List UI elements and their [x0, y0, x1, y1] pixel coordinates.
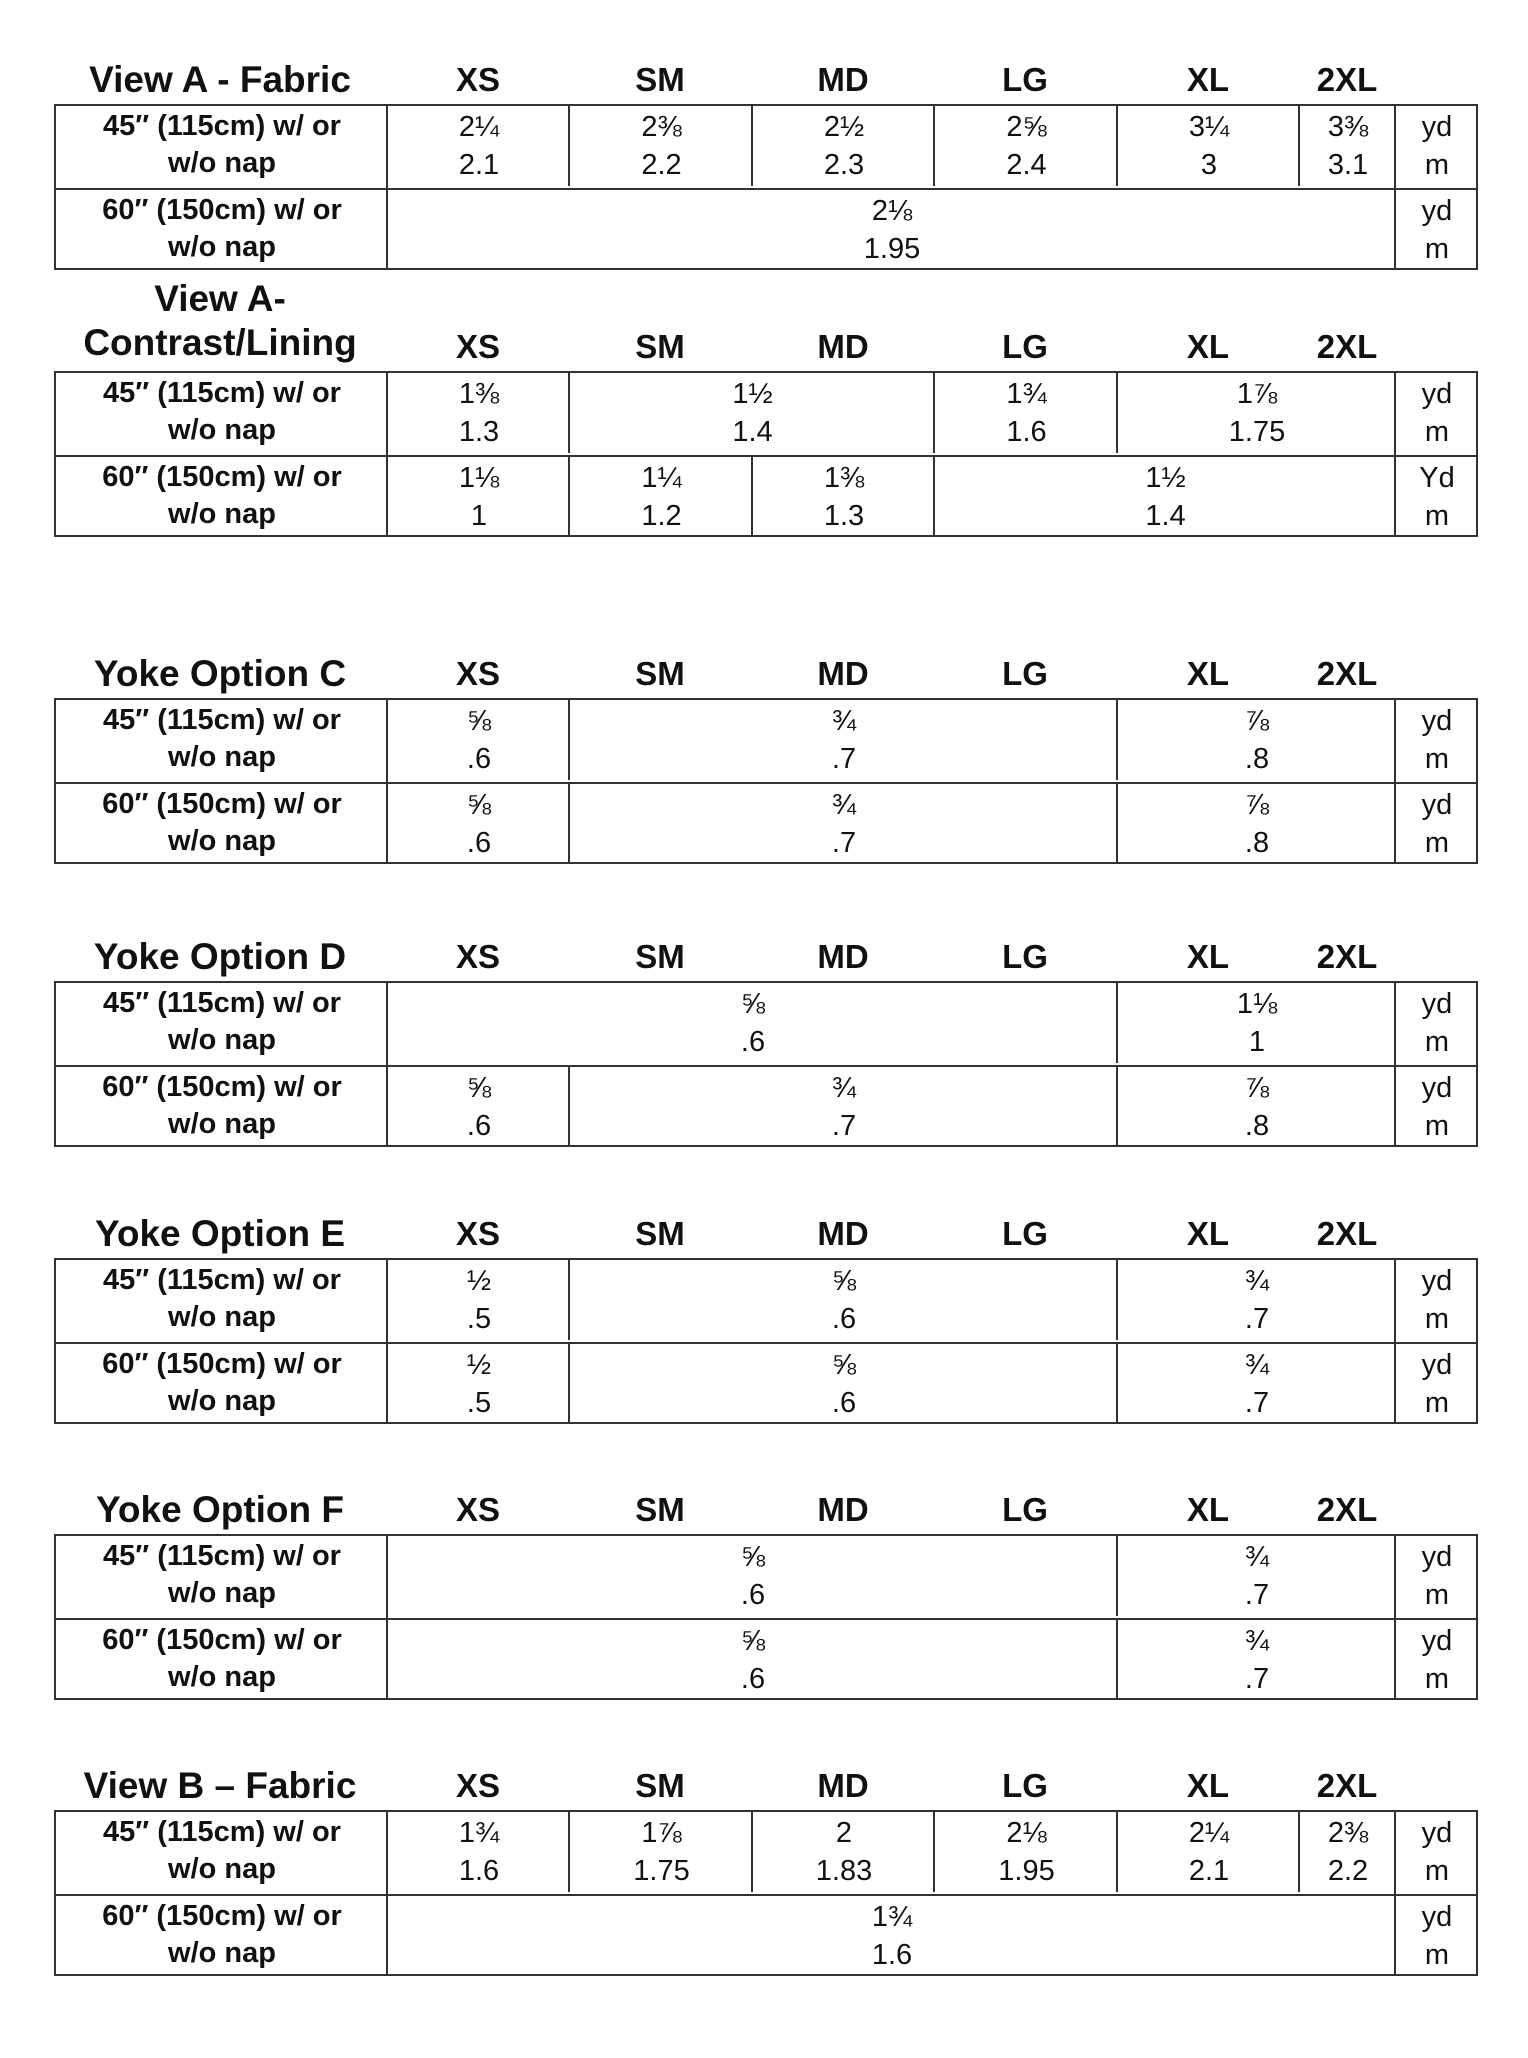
size-header-xl: XL: [1186, 328, 1230, 365]
size-header-2xl: 2XL: [1316, 1767, 1378, 1804]
yardage-cell: [388, 1898, 1396, 1974]
row-label-line: 60″ (150cm) w/ or: [102, 461, 342, 493]
yardage-yd-value: 1⅛: [1236, 988, 1278, 1020]
yardage-cell: [570, 1814, 753, 1890]
yardage-cell: [935, 108, 1118, 184]
row-divider: [56, 1342, 1476, 1344]
yardage-cell: [1118, 108, 1300, 184]
unit-labels: [1396, 108, 1478, 184]
unit-labels: [1396, 1069, 1478, 1145]
yardage-yd-value: 2⅝: [1006, 111, 1047, 143]
section-title-line: View A-: [154, 278, 286, 319]
yardage-cell: [753, 1814, 935, 1890]
yardage-m-value: .7: [1244, 1303, 1270, 1335]
yardage-cell: [1118, 702, 1396, 778]
yardage-m-value: .7: [831, 1110, 857, 1142]
yardage-yd-value: ⅞: [1244, 705, 1270, 737]
unit-yard: yd: [1421, 1349, 1453, 1381]
yardage-yd-value: ½: [466, 1349, 492, 1381]
yardage-table: [54, 1534, 1478, 1700]
yardage-m-value: 1.6: [871, 1939, 913, 1971]
size-header-md: MD: [817, 328, 869, 365]
yardage-yd-value: ¾: [1244, 1265, 1270, 1297]
yardage-m-value: .8: [1244, 1110, 1270, 1142]
unit-meter: m: [1424, 149, 1450, 181]
unit-labels: [1396, 1262, 1478, 1338]
yardage-m-value: .6: [831, 1303, 857, 1335]
yardage-yd-value: ⅝: [740, 1625, 766, 1657]
row-45in-label: [56, 1262, 388, 1336]
size-header-xs: XS: [455, 61, 501, 98]
yardage-yd-value: 2⅜: [641, 111, 682, 143]
unit-labels: [1396, 702, 1478, 778]
yardage-yd-value: ½: [466, 1265, 492, 1297]
yardage-yd-value: ⅝: [466, 1072, 492, 1104]
row-label-line: w/o nap: [168, 1301, 276, 1333]
row-label-line: w/o nap: [168, 1108, 276, 1140]
yardage-cell: [935, 375, 1118, 451]
yardage-yd-value: 1⅞: [1236, 378, 1278, 410]
unit-meter: m: [1424, 1387, 1450, 1419]
yardage-cell: [388, 375, 570, 451]
size-header-sm: SM: [635, 1491, 685, 1528]
yardage-cell: [388, 786, 570, 862]
size-header-2xl: 2XL: [1316, 655, 1378, 692]
row-60in-label: [56, 1622, 388, 1696]
size-header-xs: XS: [455, 328, 501, 365]
size-header-sm: SM: [635, 61, 685, 98]
size-header-sm: SM: [635, 328, 685, 365]
yardage-yd-value: ⅝: [831, 1349, 857, 1381]
yardage-m-value: 1.95: [863, 233, 921, 265]
size-header-2xl: 2XL: [1316, 328, 1378, 365]
unit-labels: [1396, 459, 1478, 535]
row-label-line: w/o nap: [168, 231, 276, 263]
row-label-line: w/o nap: [168, 414, 276, 446]
yardage-table: [54, 1258, 1478, 1424]
yardage-yd-value: ⅝: [740, 1541, 766, 1573]
unit-yard: yd: [1421, 1072, 1453, 1104]
size-header-xs: XS: [455, 1491, 501, 1528]
yardage-m-value: 3: [1200, 149, 1218, 181]
unit-meter: m: [1424, 1939, 1450, 1971]
unit-labels: [1396, 985, 1478, 1061]
size-header-sm: SM: [635, 1215, 685, 1252]
unit-meter: m: [1424, 1663, 1450, 1695]
yardage-m-value: 1.95: [998, 1855, 1055, 1887]
unit-yard: Yd: [1419, 462, 1455, 494]
yardage-m-value: .7: [1244, 1387, 1270, 1419]
unit-meter: m: [1424, 1303, 1450, 1335]
unit-labels: [1396, 1814, 1478, 1890]
yardage-cell: [753, 108, 935, 184]
yardage-cell: [1300, 108, 1396, 184]
yardage-m-value: 1.4: [1145, 500, 1186, 532]
row-divider: [56, 1065, 1476, 1067]
yardage-m-value: 3.1: [1327, 149, 1369, 181]
yardage-cell: [388, 1538, 1118, 1614]
size-header-xl: XL: [1186, 655, 1230, 692]
row-label-line: 45″ (115cm) w/ or: [103, 110, 341, 142]
yardage-yd-value: ¾: [1244, 1541, 1270, 1573]
yardage-cell: [1118, 985, 1396, 1061]
unit-meter: m: [1424, 1855, 1450, 1887]
row-60in-label: [56, 1069, 388, 1143]
yardage-table: [54, 104, 1478, 270]
row-label-line: w/o nap: [168, 1853, 276, 1885]
size-header-xl: XL: [1186, 938, 1230, 975]
unit-meter: m: [1424, 500, 1450, 532]
yardage-cell: [388, 459, 570, 535]
row-60in-label: [56, 459, 388, 533]
yardage-table: [54, 981, 1478, 1147]
row-label-line: 45″ (115cm) w/ or: [103, 1816, 341, 1848]
yardage-yd-value: ⅞: [1244, 1072, 1270, 1104]
yardage-cell: [1118, 375, 1396, 451]
yardage-m-value: 1: [1248, 1026, 1266, 1058]
section-title: View A - Fabric: [89, 59, 351, 100]
yardage-m-value: 1.2: [641, 500, 682, 532]
yardage-cell: [570, 702, 1118, 778]
row-45in-label: [56, 1538, 388, 1612]
yardage-cell: [753, 459, 935, 535]
size-header-md: MD: [817, 1767, 869, 1804]
yardage-m-value: .6: [466, 827, 492, 859]
section-title: Yoke Option F: [95, 1489, 345, 1530]
yardage-cell: [570, 459, 753, 535]
yardage-cell: [570, 1069, 1118, 1145]
yardage-m-value: 1.3: [458, 416, 500, 448]
section-title: [54, 277, 386, 365]
row-label-line: 60″ (150cm) w/ or: [102, 1624, 342, 1656]
yardage-yd-value: ⅝: [466, 789, 492, 821]
unit-labels: [1396, 786, 1478, 862]
unit-yard: yd: [1421, 378, 1453, 410]
yardage-m-value: .7: [1244, 1663, 1270, 1695]
yardage-cell: [388, 1262, 570, 1338]
unit-meter: m: [1424, 743, 1450, 775]
size-header-sm: SM: [635, 655, 685, 692]
section-title: View B – Fabric: [83, 1765, 357, 1806]
yardage-cell: [388, 1622, 1118, 1698]
row-45in-label: [56, 375, 388, 449]
yardage-m-value: 2.3: [823, 149, 865, 181]
yardage-m-value: 1.4: [732, 416, 773, 448]
unit-meter: m: [1424, 1026, 1450, 1058]
size-header-md: MD: [817, 655, 869, 692]
size-header-lg: LG: [1002, 655, 1048, 692]
row-divider: [56, 1894, 1476, 1896]
size-header-md: MD: [817, 61, 869, 98]
size-header-lg: LG: [1002, 328, 1048, 365]
yardage-cell: [570, 1346, 1118, 1422]
size-header-2xl: 2XL: [1316, 1215, 1378, 1252]
yardage-m-value: .6: [831, 1387, 857, 1419]
yardage-yd-value: 1⅛: [458, 462, 500, 494]
size-header-xl: XL: [1186, 61, 1230, 98]
row-label-line: 45″ (115cm) w/ or: [103, 377, 341, 409]
yardage-yd-value: ⅞: [1244, 789, 1270, 821]
yardage-cell: [1300, 1814, 1396, 1890]
yardage-m-value: 2.1: [1188, 1855, 1230, 1887]
size-header-xs: XS: [455, 655, 501, 692]
yardage-yd-value: 1¼: [641, 462, 682, 494]
yardage-cell: [388, 1069, 570, 1145]
yardage-m-value: 1.75: [1228, 416, 1286, 448]
size-header-xs: XS: [455, 938, 501, 975]
yardage-cell: [1118, 786, 1396, 862]
size-header-sm: SM: [635, 938, 685, 975]
row-divider: [56, 455, 1476, 457]
yardage-cell: [935, 1814, 1118, 1890]
yardage-m-value: 2.2: [641, 149, 682, 181]
yardage-cell: [1118, 1814, 1300, 1890]
size-header-sm: SM: [635, 1767, 685, 1804]
unit-yard: yd: [1421, 988, 1453, 1020]
yardage-m-value: .6: [740, 1026, 766, 1058]
yardage-yd-value: ⅝: [740, 988, 766, 1020]
yardage-m-value: .7: [831, 827, 857, 859]
yardage-yd-value: 2: [835, 1817, 853, 1849]
row-45in-label: [56, 985, 388, 1059]
row-label-line: 60″ (150cm) w/ or: [102, 1348, 342, 1380]
yardage-cell: [1118, 1069, 1396, 1145]
yardage-m-value: .6: [740, 1663, 766, 1695]
row-60in-label: [56, 1346, 388, 1420]
yardage-yd-value: ¾: [1244, 1625, 1270, 1657]
row-45in-label: [56, 1814, 388, 1888]
size-header-xs: XS: [455, 1215, 501, 1252]
yardage-cell: [1118, 1262, 1396, 1338]
yardage-yd-value: 1¾: [458, 1817, 500, 1849]
size-header-2xl: 2XL: [1316, 61, 1378, 98]
size-header-2xl: 2XL: [1316, 1491, 1378, 1528]
unit-yard: yd: [1421, 1265, 1453, 1297]
yardage-yd-value: ¾: [831, 789, 857, 821]
row-label-line: 60″ (150cm) w/ or: [102, 1900, 342, 1932]
unit-meter: m: [1424, 416, 1450, 448]
row-45in-label: [56, 702, 388, 776]
size-header-2xl: 2XL: [1316, 938, 1378, 975]
size-header-xl: XL: [1186, 1491, 1230, 1528]
yardage-cell: [388, 108, 570, 184]
row-label-line: 45″ (115cm) w/ or: [103, 1264, 341, 1296]
row-label-line: w/o nap: [168, 1661, 276, 1693]
section-title: Yoke Option D: [93, 936, 347, 977]
yardage-cell: [1118, 1346, 1396, 1422]
yardage-yd-value: 2¼: [1188, 1817, 1230, 1849]
unit-yard: yd: [1421, 1901, 1453, 1933]
section-title: Yoke Option E: [94, 1213, 346, 1254]
row-divider: [56, 188, 1476, 190]
size-header-lg: LG: [1002, 1215, 1048, 1252]
yardage-cell: [388, 192, 1396, 268]
yardage-m-value: .7: [1244, 1579, 1270, 1611]
yardage-table: [54, 1810, 1478, 1976]
yardage-cell: [1118, 1622, 1396, 1698]
yardage-yd-value: 2⅛: [1006, 1817, 1047, 1849]
yardage-m-value: 1.83: [815, 1855, 873, 1887]
yardage-m-value: 2.2: [1327, 1855, 1369, 1887]
yardage-cell: [388, 702, 570, 778]
row-label-line: w/o nap: [168, 825, 276, 857]
size-header-md: MD: [817, 1215, 869, 1252]
row-label-line: 60″ (150cm) w/ or: [102, 1071, 342, 1103]
row-60in-label: [56, 1898, 388, 1972]
size-header-lg: LG: [1002, 938, 1048, 975]
row-60in-label: [56, 192, 388, 266]
yardage-yd-value: 1⅜: [458, 378, 500, 410]
yardage-yd-value: 2½: [823, 111, 865, 143]
unit-yard: yd: [1421, 1541, 1453, 1573]
yardage-m-value: 1.75: [633, 1855, 690, 1887]
size-header-xl: XL: [1186, 1767, 1230, 1804]
yardage-yd-value: 1⅜: [823, 462, 865, 494]
unit-yard: yd: [1421, 111, 1453, 143]
row-label-line: 45″ (115cm) w/ or: [103, 987, 341, 1019]
row-label-line: w/o nap: [168, 1385, 276, 1417]
yardage-cell: [570, 375, 935, 451]
unit-yard: yd: [1421, 1625, 1453, 1657]
row-label-line: w/o nap: [168, 1024, 276, 1056]
yardage-yd-value: ⅝: [466, 705, 492, 737]
yardage-yd-value: ¾: [831, 1072, 857, 1104]
row-60in-label: [56, 786, 388, 860]
unit-yard: yd: [1421, 789, 1453, 821]
yardage-m-value: .6: [740, 1579, 766, 1611]
yardage-m-value: 1.6: [458, 1855, 500, 1887]
yardage-m-value: .6: [466, 1110, 492, 1142]
size-header-md: MD: [817, 1491, 869, 1528]
yardage-cell: [388, 985, 1118, 1061]
section-title: Yoke Option C: [93, 653, 347, 694]
size-header-lg: LG: [1002, 1767, 1048, 1804]
row-label-line: w/o nap: [168, 741, 276, 773]
unit-labels: [1396, 375, 1478, 451]
yardage-m-value: .8: [1244, 827, 1270, 859]
row-label-line: 45″ (115cm) w/ or: [103, 704, 341, 736]
yardage-cell: [388, 1346, 570, 1422]
unit-yard: yd: [1421, 195, 1453, 227]
yardage-m-value: .5: [466, 1387, 492, 1419]
yardage-cell: [570, 1262, 1118, 1338]
yardage-yd-value: 1½: [1145, 462, 1186, 494]
size-header-xl: XL: [1186, 1215, 1230, 1252]
yardage-m-value: 2.4: [1006, 149, 1047, 181]
unit-labels: [1396, 1346, 1478, 1422]
yardage-yd-value: 1⅞: [641, 1817, 682, 1849]
yardage-yd-value: 1½: [732, 378, 773, 410]
yardage-cell: [1118, 1538, 1396, 1614]
size-header-lg: LG: [1002, 61, 1048, 98]
yardage-cell: [388, 1814, 570, 1890]
yardage-cell: [935, 459, 1396, 535]
yardage-yd-value: 3¼: [1188, 111, 1230, 143]
size-header-lg: LG: [1002, 1491, 1048, 1528]
yardage-m-value: .7: [831, 743, 857, 775]
row-label-line: 60″ (150cm) w/ or: [102, 194, 342, 226]
row-label-line: w/o nap: [168, 1937, 276, 1969]
row-label-line: 45″ (115cm) w/ or: [103, 1540, 341, 1572]
yardage-table: [54, 371, 1478, 537]
row-label-line: w/o nap: [168, 147, 276, 179]
unit-labels: [1396, 1898, 1478, 1974]
unit-labels: [1396, 1622, 1478, 1698]
size-header-md: MD: [817, 938, 869, 975]
unit-meter: m: [1424, 827, 1450, 859]
yardage-m-value: 1: [470, 500, 488, 532]
unit-yard: yd: [1421, 1817, 1453, 1849]
yardage-yd-value: ⅝: [831, 1265, 857, 1297]
row-divider: [56, 1618, 1476, 1620]
yardage-m-value: 1.6: [1006, 416, 1047, 448]
unit-meter: m: [1424, 1110, 1450, 1142]
yardage-m-value: .8: [1244, 743, 1270, 775]
yardage-m-value: 2.1: [458, 149, 500, 181]
yardage-yd-value: ¾: [831, 705, 857, 737]
yardage-table: [54, 698, 1478, 864]
unit-labels: [1396, 192, 1478, 268]
yardage-cell: [570, 786, 1118, 862]
yardage-yd-value: 1¾: [1006, 378, 1047, 410]
section-title-line: Contrast/Lining: [83, 322, 357, 363]
unit-yard: yd: [1421, 705, 1453, 737]
unit-meter: m: [1424, 233, 1450, 265]
yardage-m-value: 1.3: [823, 500, 865, 532]
unit-labels: [1396, 1538, 1478, 1614]
unit-meter: m: [1424, 1579, 1450, 1611]
row-divider: [56, 782, 1476, 784]
yardage-yd-value: 2⅛: [871, 195, 913, 227]
row-label-line: w/o nap: [168, 1577, 276, 1609]
yardage-cell: [570, 108, 753, 184]
yardage-yd-value: ¾: [1244, 1349, 1270, 1381]
size-header-xs: XS: [455, 1767, 501, 1804]
yardage-yd-value: 2¼: [458, 111, 500, 143]
yardage-yd-value: 3⅜: [1327, 111, 1369, 143]
yardage-yd-value: 1¾: [871, 1901, 913, 1933]
row-45in-label: [56, 108, 388, 182]
row-label-line: 60″ (150cm) w/ or: [102, 788, 342, 820]
yardage-m-value: .5: [466, 1303, 492, 1335]
row-label-line: w/o nap: [168, 498, 276, 530]
yardage-m-value: .6: [466, 743, 492, 775]
yardage-yd-value: 2⅜: [1327, 1817, 1369, 1849]
